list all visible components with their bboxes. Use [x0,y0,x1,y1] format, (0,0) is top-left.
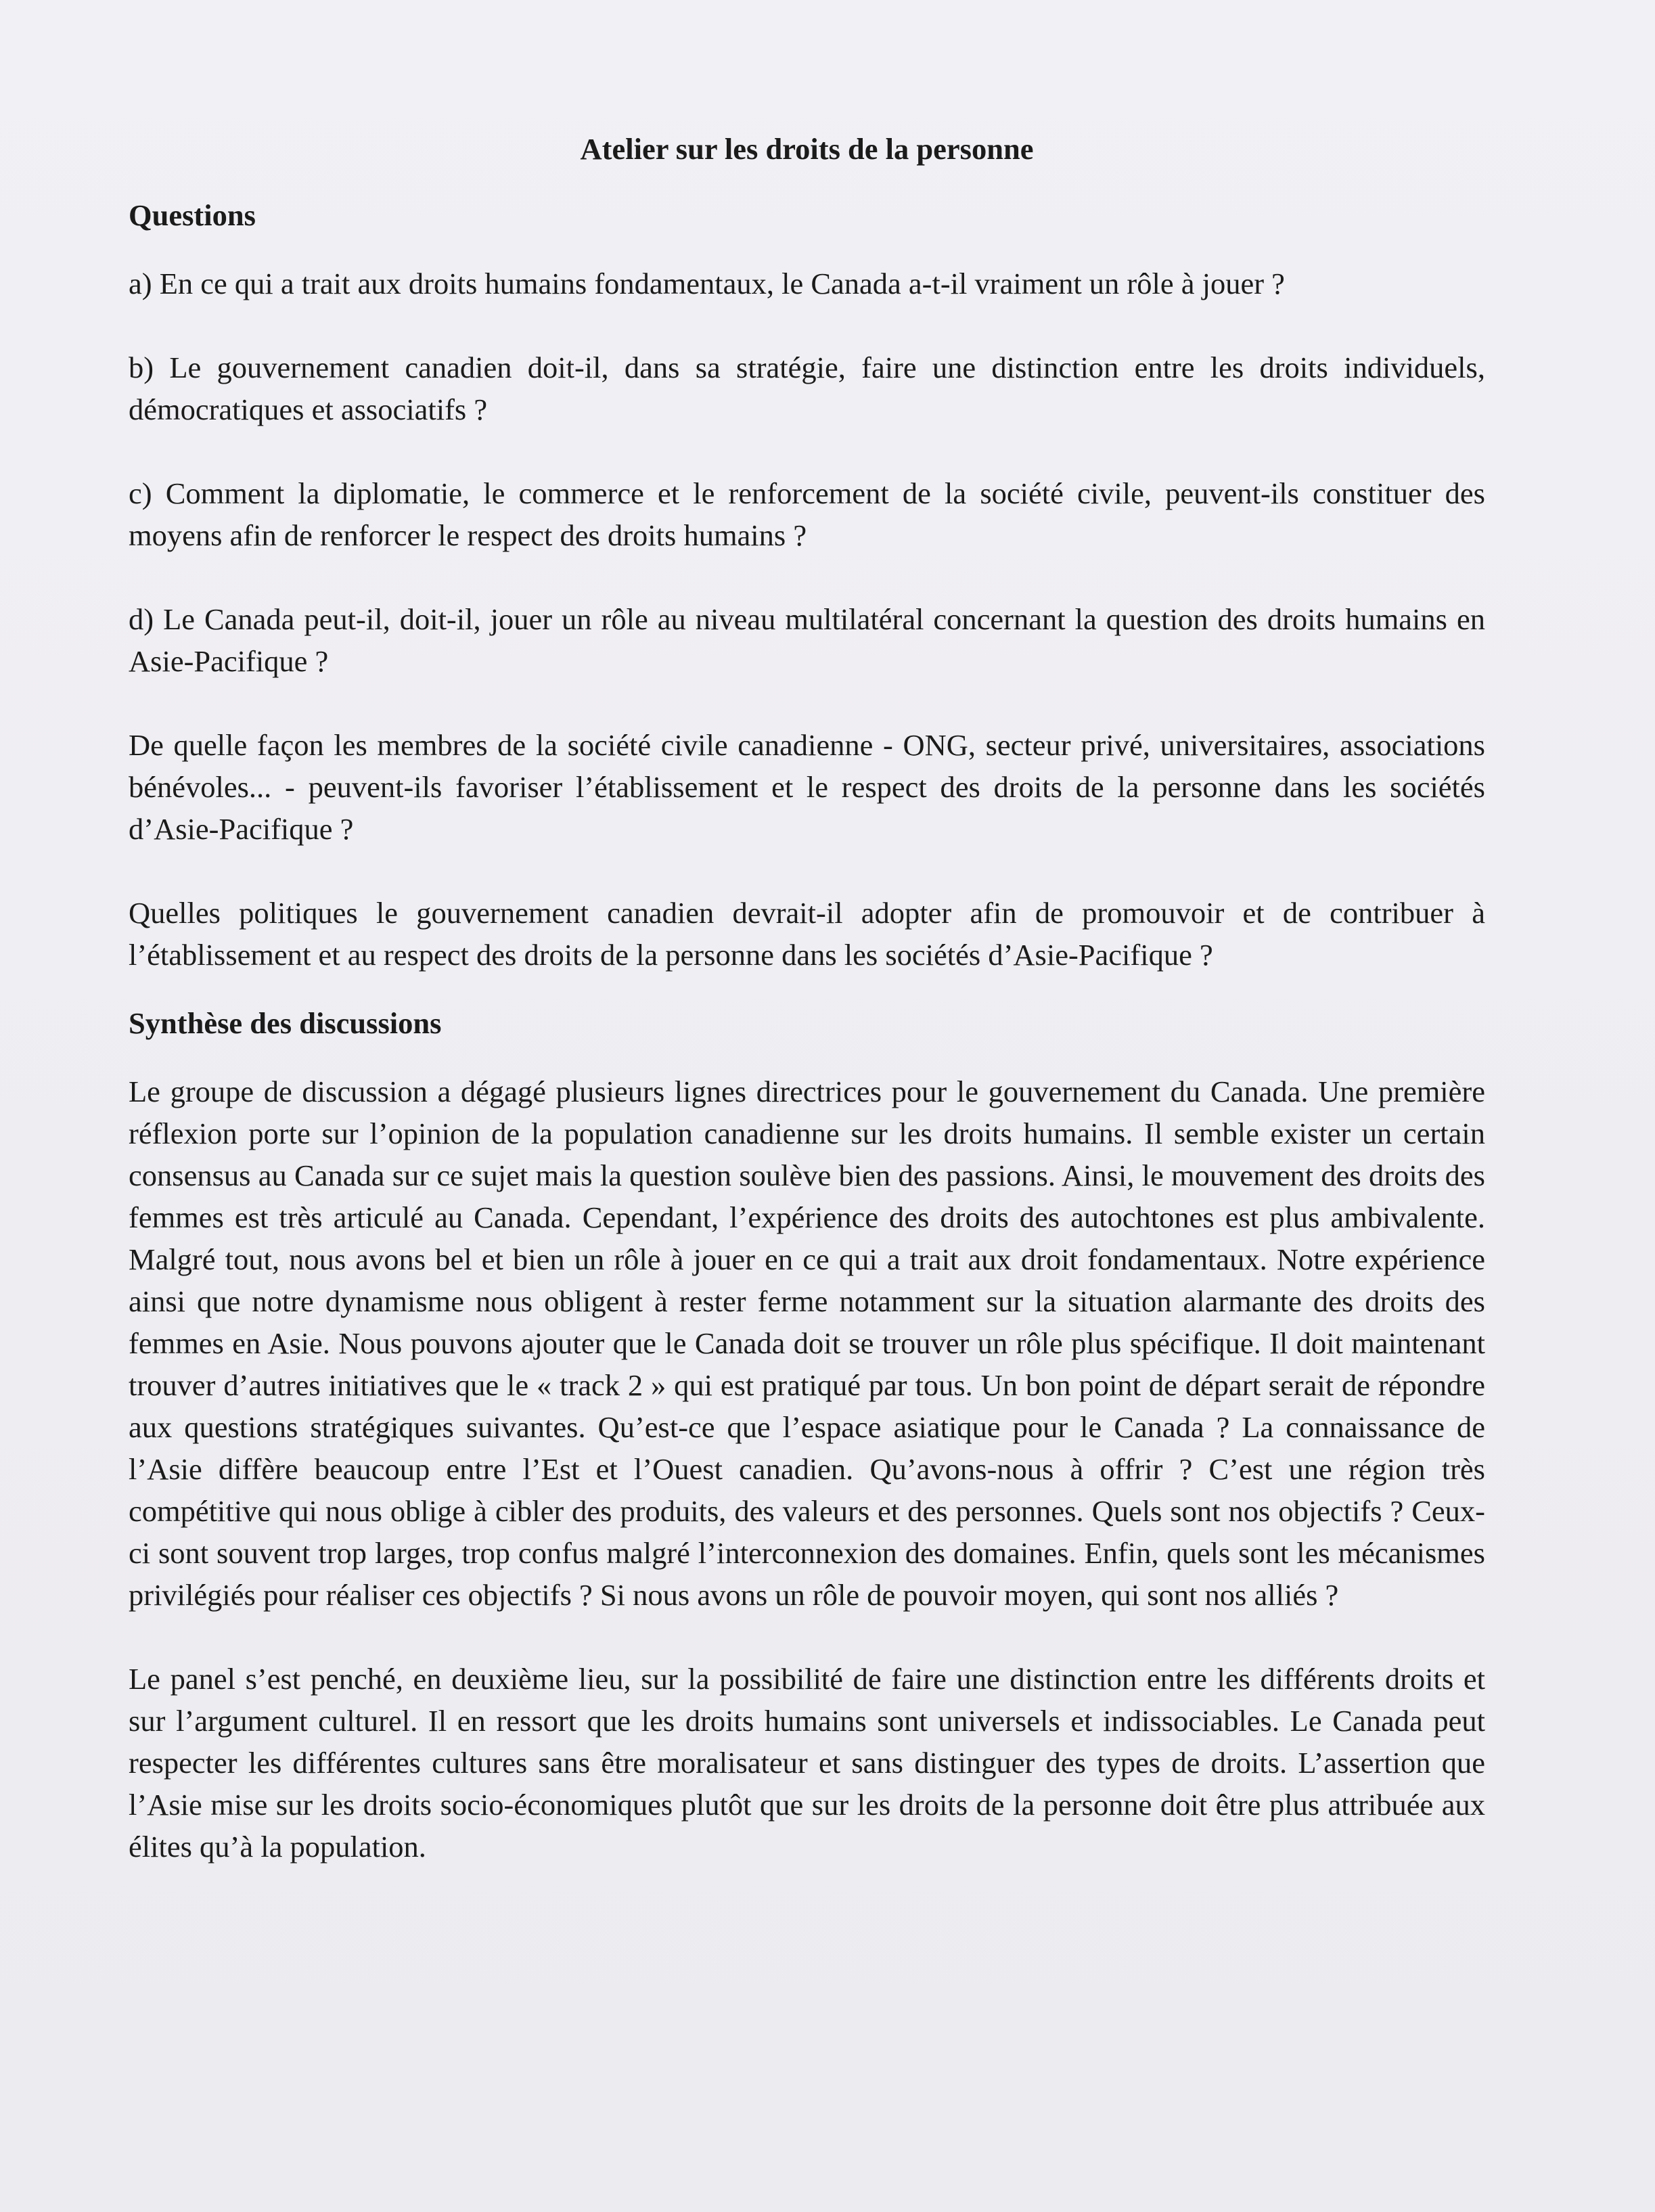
synthesis-paragraph-2: Le panel s’est penché, en deuxième lieu, sur la possibilité de faire une distinction entre les différents droits et sur l’argument culturel. Il en ressort que les droits humains sont universels et indissociables. Le Canada peut respecter les différentes cultures sans être moralisateur et sans distinguer des types de droits. L’assertion que l’Asie mise sur les droits socio-économiques plutôt que sur les droits de la personne doit être plus attribuée aux élites qu’à la population. [129,1662,1485,1864]
question-policies: Quelles politiques le gouvernement canadien devrait-il adopter afin de promouvoir et de contribuer à l’établissement et au respect des droits de la personne dans les sociétés d’Asie-Pacifique ? [129,896,1485,972]
question-d: d) Le Canada peut-il, doit-il, jouer un rôle au niveau multilatéral concernant la question des droits humains en Asie-Pacifique ? [129,602,1485,678]
synthesis-paragraph-1: Le groupe de discussion a dégagé plusieurs lignes directrices pour le gouvernement du Canada. Une première réflexion porte sur l’opinion de la population canadienne sur les droits humains. Il semble exister un certain consensus au Canada sur ce sujet mais la question soulève bien des passions. Ainsi, le mouvement des droits des femmes est très articulé au Canada. Cependant, l’expérience des droits des autochtones est plus ambivalente. Malgré tout, nous avons bel et bien un rôle à jouer en ce qui a trait aux droit fondamentaux. Notre expérience ainsi que notre dynamisme nous obligent à rester ferme notamment sur la situation alarmante des droits des femmes en Asie. Nous pouvons ajouter que le Canada doit se trouver un rôle plus spécifique. Il doit maintenant trouver d’autres initiatives que le « track 2 » qui est pratiqué par tous. Un bon point de départ serait de répondre aux questions stratégiques suivantes. Qu’est-ce que l’espace asiatique pour le Canada ? La connaissance de l’Asie diffère beaucoup entre l’Est et l’Ouest canadien. Qu’avons-nous à offrir ? C’est une région très compétitive qui nous oblige à cibler des produits, des valeurs et des personnes. Quels sont nos objectifs ? Ceux-ci sont souvent trop larges, trop confus malgré l’interconnexion des domaines. Enfin, quels sont les mécanismes privilégiés pour réaliser ces objectifs ? Si nous avons un rôle de pouvoir moyen, qui sont nos alliés ? [129,1075,1485,1612]
question-b: b) Le gouvernement canadien doit-il, dans sa stratégie, faire une distinction entre les droits individuels, démocratiques et associatifs ? [129,351,1485,426]
questions-heading: Questions [129,198,256,232]
question-civil-society: De quelle façon les membres de la société civile canadienne - ONG, secteur privé, universitaires, associations bénévoles... - peuvent-ils favoriser l’établissement et le respect des droits de la personne dans les sociétés d’Asie-Pacifique ? [129,728,1485,846]
question-a: a) En ce qui a trait aux droits humains fondamentaux, le Canada a-t-il vraiment un rôle à jouer ? [129,267,1285,300]
question-c: c) Comment la diplomatie, le commerce et le renforcement de la société civile, peuvent-ils constituer des moyens afin de renforcer le respect des droits humains ? [129,476,1485,552]
document-title: Atelier sur les droits de la personne [580,132,1034,166]
document-content [129,129,1485,1910]
synthesis-heading: Synthèse des discussions [129,1006,442,1040]
